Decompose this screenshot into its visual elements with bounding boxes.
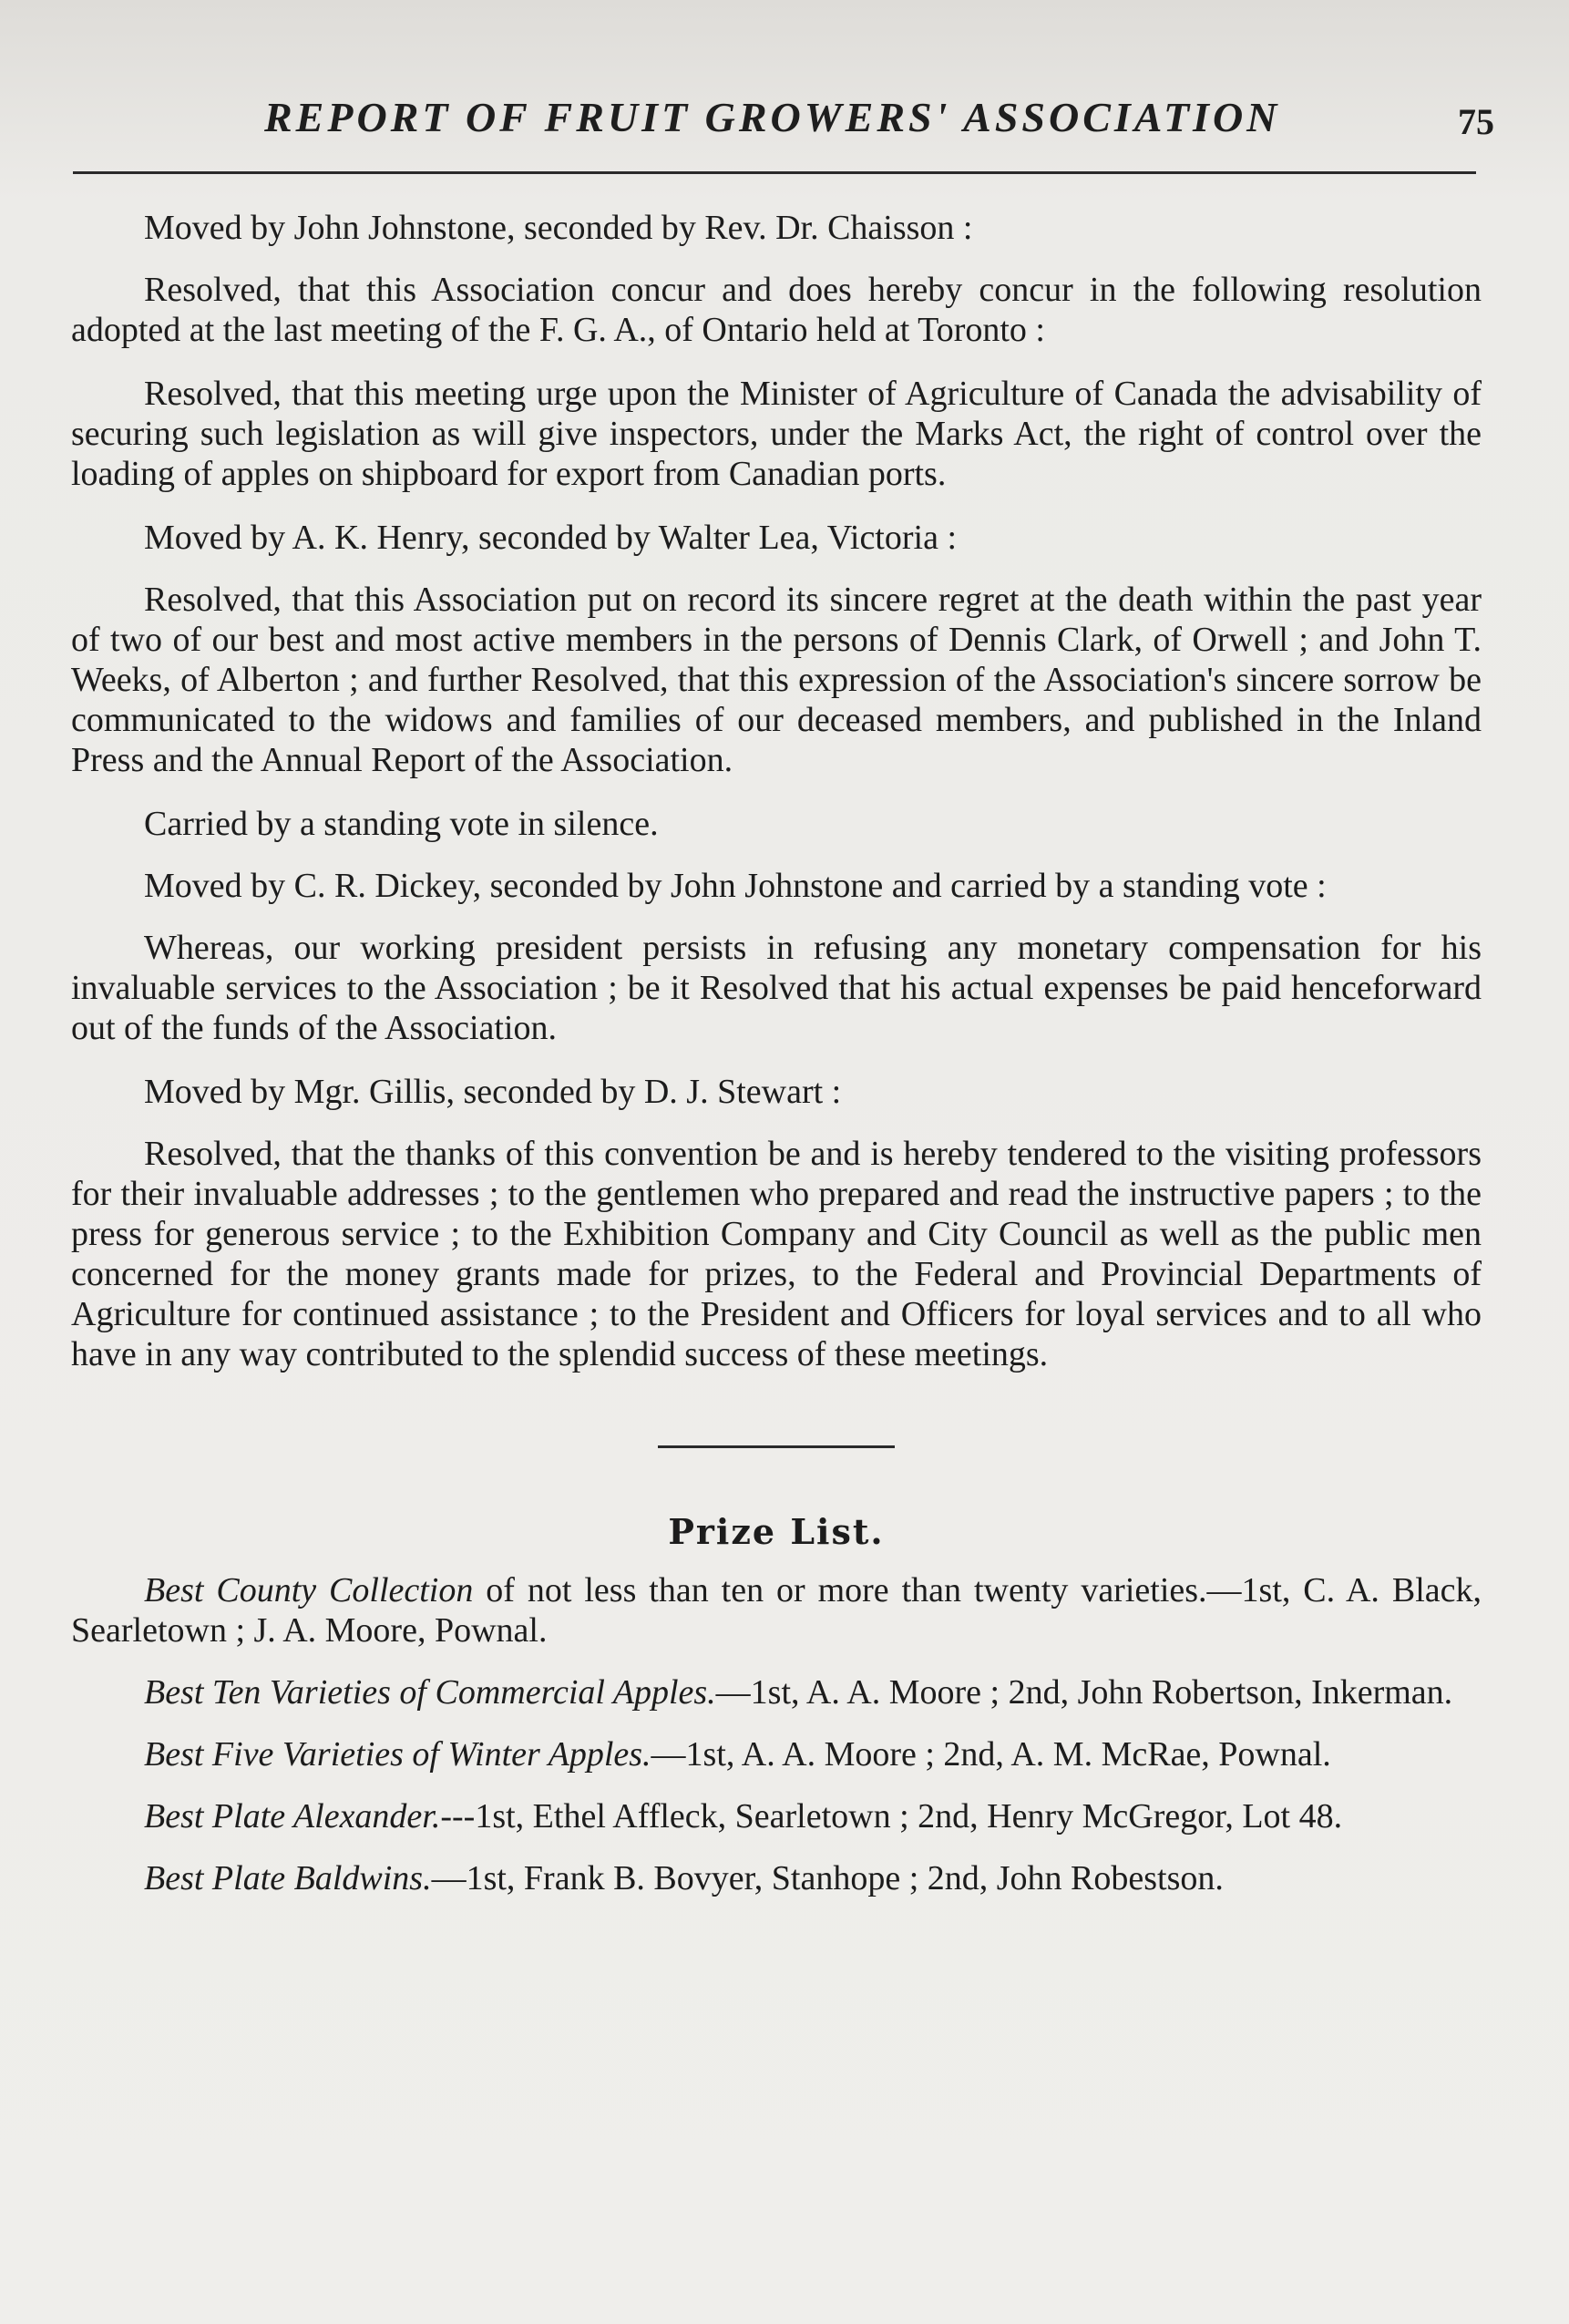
header-rule (73, 171, 1476, 174)
running-title: REPORT OF FRUIT GROWERS' ASSOCIATION (264, 94, 1281, 140)
prize-entry (71, 1858, 1482, 1898)
prize-class-name: Best Ten Varieties of Commercial Apples. (144, 1673, 716, 1712)
prize-entry (71, 1672, 1482, 1712)
section-divider (658, 1445, 895, 1448)
page-number: 75 (1458, 101, 1494, 142)
prize-class-name: Best Five Varieties of Winter Apples. (144, 1735, 651, 1774)
motion-paragraph: Moved by John Johnstone, seconded by Rev. Dr. Chaisson : (144, 209, 973, 247)
prize-class-name: Best Plate Baldwins. (144, 1859, 432, 1897)
prize-entry (71, 1570, 1482, 1650)
prize-winners: ---1st, Ethel Affleck, Searletown ; 2nd, Henry McGregor, Lot 48. (440, 1797, 1343, 1836)
motion-paragraph: Moved by A. K. Henry, seconded by Walter Lea, Victoria : (144, 519, 957, 557)
motion-paragraph: Moved by Mgr. Gillis, seconded by D. J. Stewart : (144, 1073, 842, 1111)
resolution-paragraph: Resolved, that the thanks of this convention be and is hereby tendered to the visiting professors for their invaluable addresses ; to the gentlemen who prepared and read the instructive papers ; to the press for generous service ; to the Exhibition Company and City Council as well as the public men concerned for the money grants made for prizes, to the Federal and Provincial Departments of Agriculture for continued assistance ; to the President and Officers for loyal services and to all who have in any way contributed to the splendid success of these meetings. (71, 1135, 1482, 1373)
resolution-paragraph: Resolved, that this Association concur and does hereby concur in the following resolution adopted at the last meeting of the F. G. A., of Ontario held at Toronto : (71, 271, 1482, 349)
prize-winners: —1st, A. A. Moore ; 2nd, John Robertson, Inkerman. (715, 1673, 1453, 1712)
resolution-paragraph: Whereas, our working president persists in refusing any monetary compensation for his invaluable services to the Association ; be it Resolved that his actual expenses be paid henceforward out of the funds of the Association. (71, 929, 1482, 1047)
prize-entry (71, 1796, 1482, 1836)
prize-entry (71, 1734, 1482, 1774)
vote-paragraph: Carried by a standing vote in silence. (144, 805, 659, 843)
prize-list-heading: Prize List. (668, 1511, 885, 1552)
prize-winners: —1st, Frank B. Bovyer, Stanhope ; 2nd, John Robestson. (431, 1859, 1224, 1897)
motion-paragraph: Moved by C. R. Dickey, seconded by John Johnstone and carried by a standing vote : (144, 867, 1327, 905)
prize-class-name: Best County Collection (144, 1571, 474, 1609)
prize-winners: of not less than ten or more than twenty varieties.—1st, C. A. Black, Searletown ; J. A. Moore, Pownal. (71, 1571, 1482, 1650)
resolution-paragraph: Resolved, that this meeting urge upon the Minister of Agriculture of Canada the advisability of securing such legislation as will give inspectors, under the Marks Act, the right of control over the loading of apples on shipboard for export from Canadian ports. (71, 375, 1482, 493)
prize-winners: —1st, A. A. Moore ; 2nd, A. M. McRae, Pownal. (651, 1735, 1331, 1774)
document-body (71, 208, 1482, 1920)
page-header (73, 80, 1494, 153)
resolution-paragraph: Resolved, that this Association put on record its sincere regret at the death within the past year of two of our best and most active members in the persons of Dennis Clark, of Orwell ; and John T. Weeks, of Alberton ; and further Resolved, that this expression of the Association's sincere sorrow be communicated to the widows and families of our deceased members, and published in the Inland Press and the Annual Report of the Association. (71, 581, 1482, 779)
prize-class-name: Best Plate Alexander. (144, 1797, 441, 1836)
